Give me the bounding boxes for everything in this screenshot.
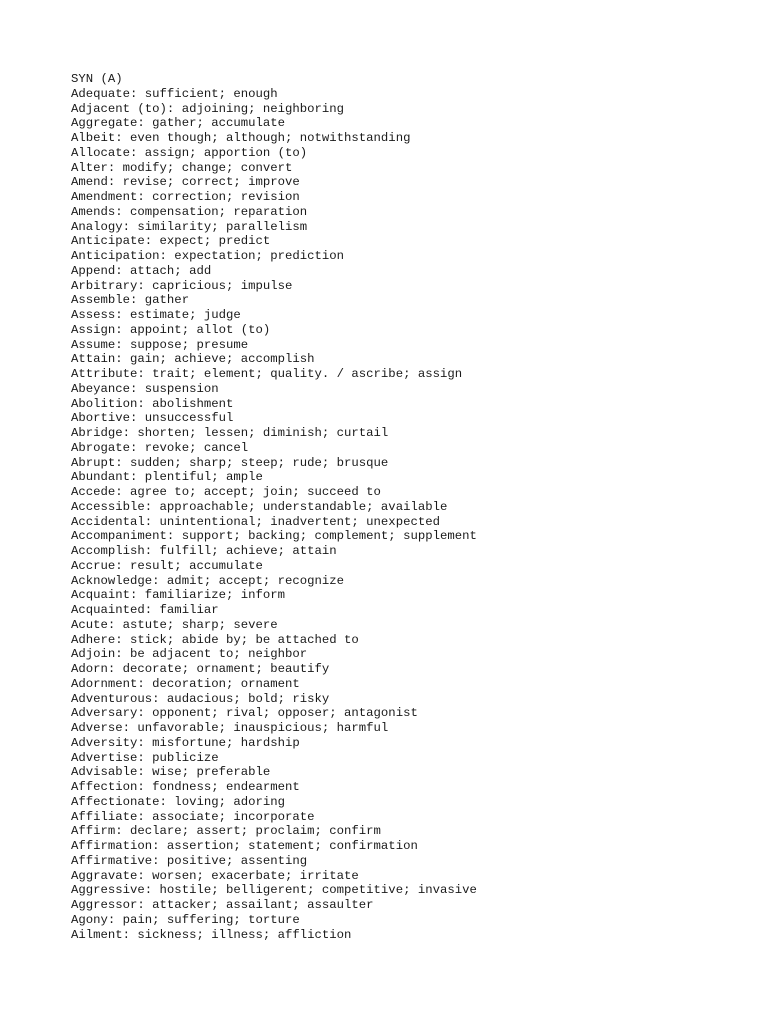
synonym-entry: Abrogate: revoke; cancel — [71, 440, 249, 455]
synonym-entry: Append: attach; add — [71, 263, 212, 278]
synonym-entry: Anticipation: expectation; prediction — [71, 249, 345, 263]
synonym-entry: Attribute: trait; element; quality. / ascribe; assign — [71, 367, 463, 381]
synonym-entry: Abeyance: suspension — [71, 381, 219, 396]
synonym-entry: Anticipate: expect; predict — [71, 234, 271, 249]
synonym-entry: Aggravate: worsen; exacerbate; irritate — [71, 868, 359, 883]
synonym-entry: Adequate: sufficient; enough — [71, 86, 278, 101]
synonym-entry: Abundant: plentiful; ample — [71, 470, 263, 485]
document-page — [71, 72, 768, 1024]
synonym-entry: Adhere: stick; abide by; be attached to — [71, 632, 359, 647]
synonym-entry: Accrue: result; accumulate — [71, 558, 263, 573]
synonym-entry: Abortive: unsuccessful — [71, 411, 234, 426]
synonym-entry: Affirm: declare; assert; proclaim; confirm — [71, 824, 381, 839]
synonym-entry: Affirmative: positive; assenting — [71, 853, 308, 868]
synonym-entry: Adversity: misfortune; hardship — [71, 735, 300, 750]
synonym-entry: Acquaint: familiarize; inform — [71, 588, 286, 603]
synonym-entry: Arbitrary: capricious; impulse — [71, 278, 293, 293]
synonym-entry: Accede: agree to; accept; join; succeed to — [71, 485, 381, 499]
synonym-entry: Accessible: approachable; understandable; available — [71, 499, 448, 514]
synonym-entry: Affection: fondness; endearment — [71, 780, 300, 794]
synonym-entry: Adornment: decoration; ornament — [71, 676, 300, 691]
synonym-entry: Amends: compensation; reparation — [71, 204, 308, 219]
synonym-entry: Adventurous: audacious; bold; risky — [71, 691, 330, 706]
synonym-entry: Amend: revise; correct; improve — [71, 175, 300, 190]
synonym-entry: Accomplish: fulfill; achieve; attain — [71, 544, 337, 558]
synonym-entry: Adjacent (to): adjoining; neighboring — [71, 101, 345, 116]
synonym-entry: Assess: estimate; judge — [71, 308, 241, 322]
synonym-entry: Aggregate: gather; accumulate — [71, 116, 286, 131]
synonym-entry: Affectionate: loving; adoring — [71, 794, 286, 809]
synonym-entry: Acute: astute; sharp; severe — [71, 617, 278, 632]
synonym-entry: Accompaniment: support; backing; complement; supplement — [71, 529, 477, 544]
synonym-entry: Accidental: unintentional; inadvertent; unexpected — [71, 514, 440, 529]
synonym-entry: Adverse: unfavorable; inauspicious; harmful — [71, 721, 389, 735]
synonym-entry: Allocate: assign; apportion (to) — [71, 145, 308, 160]
synonym-entry: Assign: appoint; allot (to) — [71, 322, 271, 337]
synonym-entry: Alter: modify; change; convert — [71, 160, 293, 175]
document-heading: SYN (A) — [71, 72, 123, 86]
synonym-entry: Adversary: opponent; rival; opposer; antagonist — [71, 706, 418, 721]
synonym-entry: Abolition: abolishment — [71, 396, 234, 411]
synonym-entry: Acquainted: familiar — [71, 603, 219, 617]
synonym-entry: Aggressor: attacker; assailant; assaulter — [71, 898, 374, 912]
synonym-entry: Advertise: publicize — [71, 750, 219, 765]
synonym-entry: Abrupt: sudden; sharp; steep; rude; brusque — [71, 455, 389, 470]
synonym-entry: Abridge: shorten; lessen; diminish; curtail — [71, 426, 389, 440]
synonym-entry: Adorn: decorate; ornament; beautify — [71, 662, 330, 676]
synonym-entry: Analogy: similarity; parallelism — [71, 219, 308, 234]
synonym-entry: Albeit: even though; although; notwithstanding — [71, 131, 411, 145]
synonym-entry: Advisable: wise; preferable — [71, 765, 271, 780]
synonym-entry: Assume: suppose; presume — [71, 337, 249, 352]
synonym-entry: Attain: gain; achieve; accomplish — [71, 352, 315, 367]
synonym-list — [71, 87, 768, 943]
synonym-entry: Affirmation: assertion; statement; confirmation — [71, 839, 418, 853]
synonym-entry: Amendment: correction; revision — [71, 190, 300, 204]
synonym-entry: Aggressive: hostile; belligerent; competitive; invasive — [71, 883, 477, 898]
synonym-entry: Acknowledge: admit; accept; recognize — [71, 573, 345, 588]
synonym-entry: Affiliate: associate; incorporate — [71, 809, 315, 824]
synonym-entry: Assemble: gather — [71, 293, 190, 308]
synonym-entry: Ailment: sickness; illness; affliction — [71, 927, 352, 942]
synonym-entry: Adjoin: be adjacent to; neighbor — [71, 647, 308, 662]
synonym-entry: Agony: pain; suffering; torture — [71, 912, 300, 927]
